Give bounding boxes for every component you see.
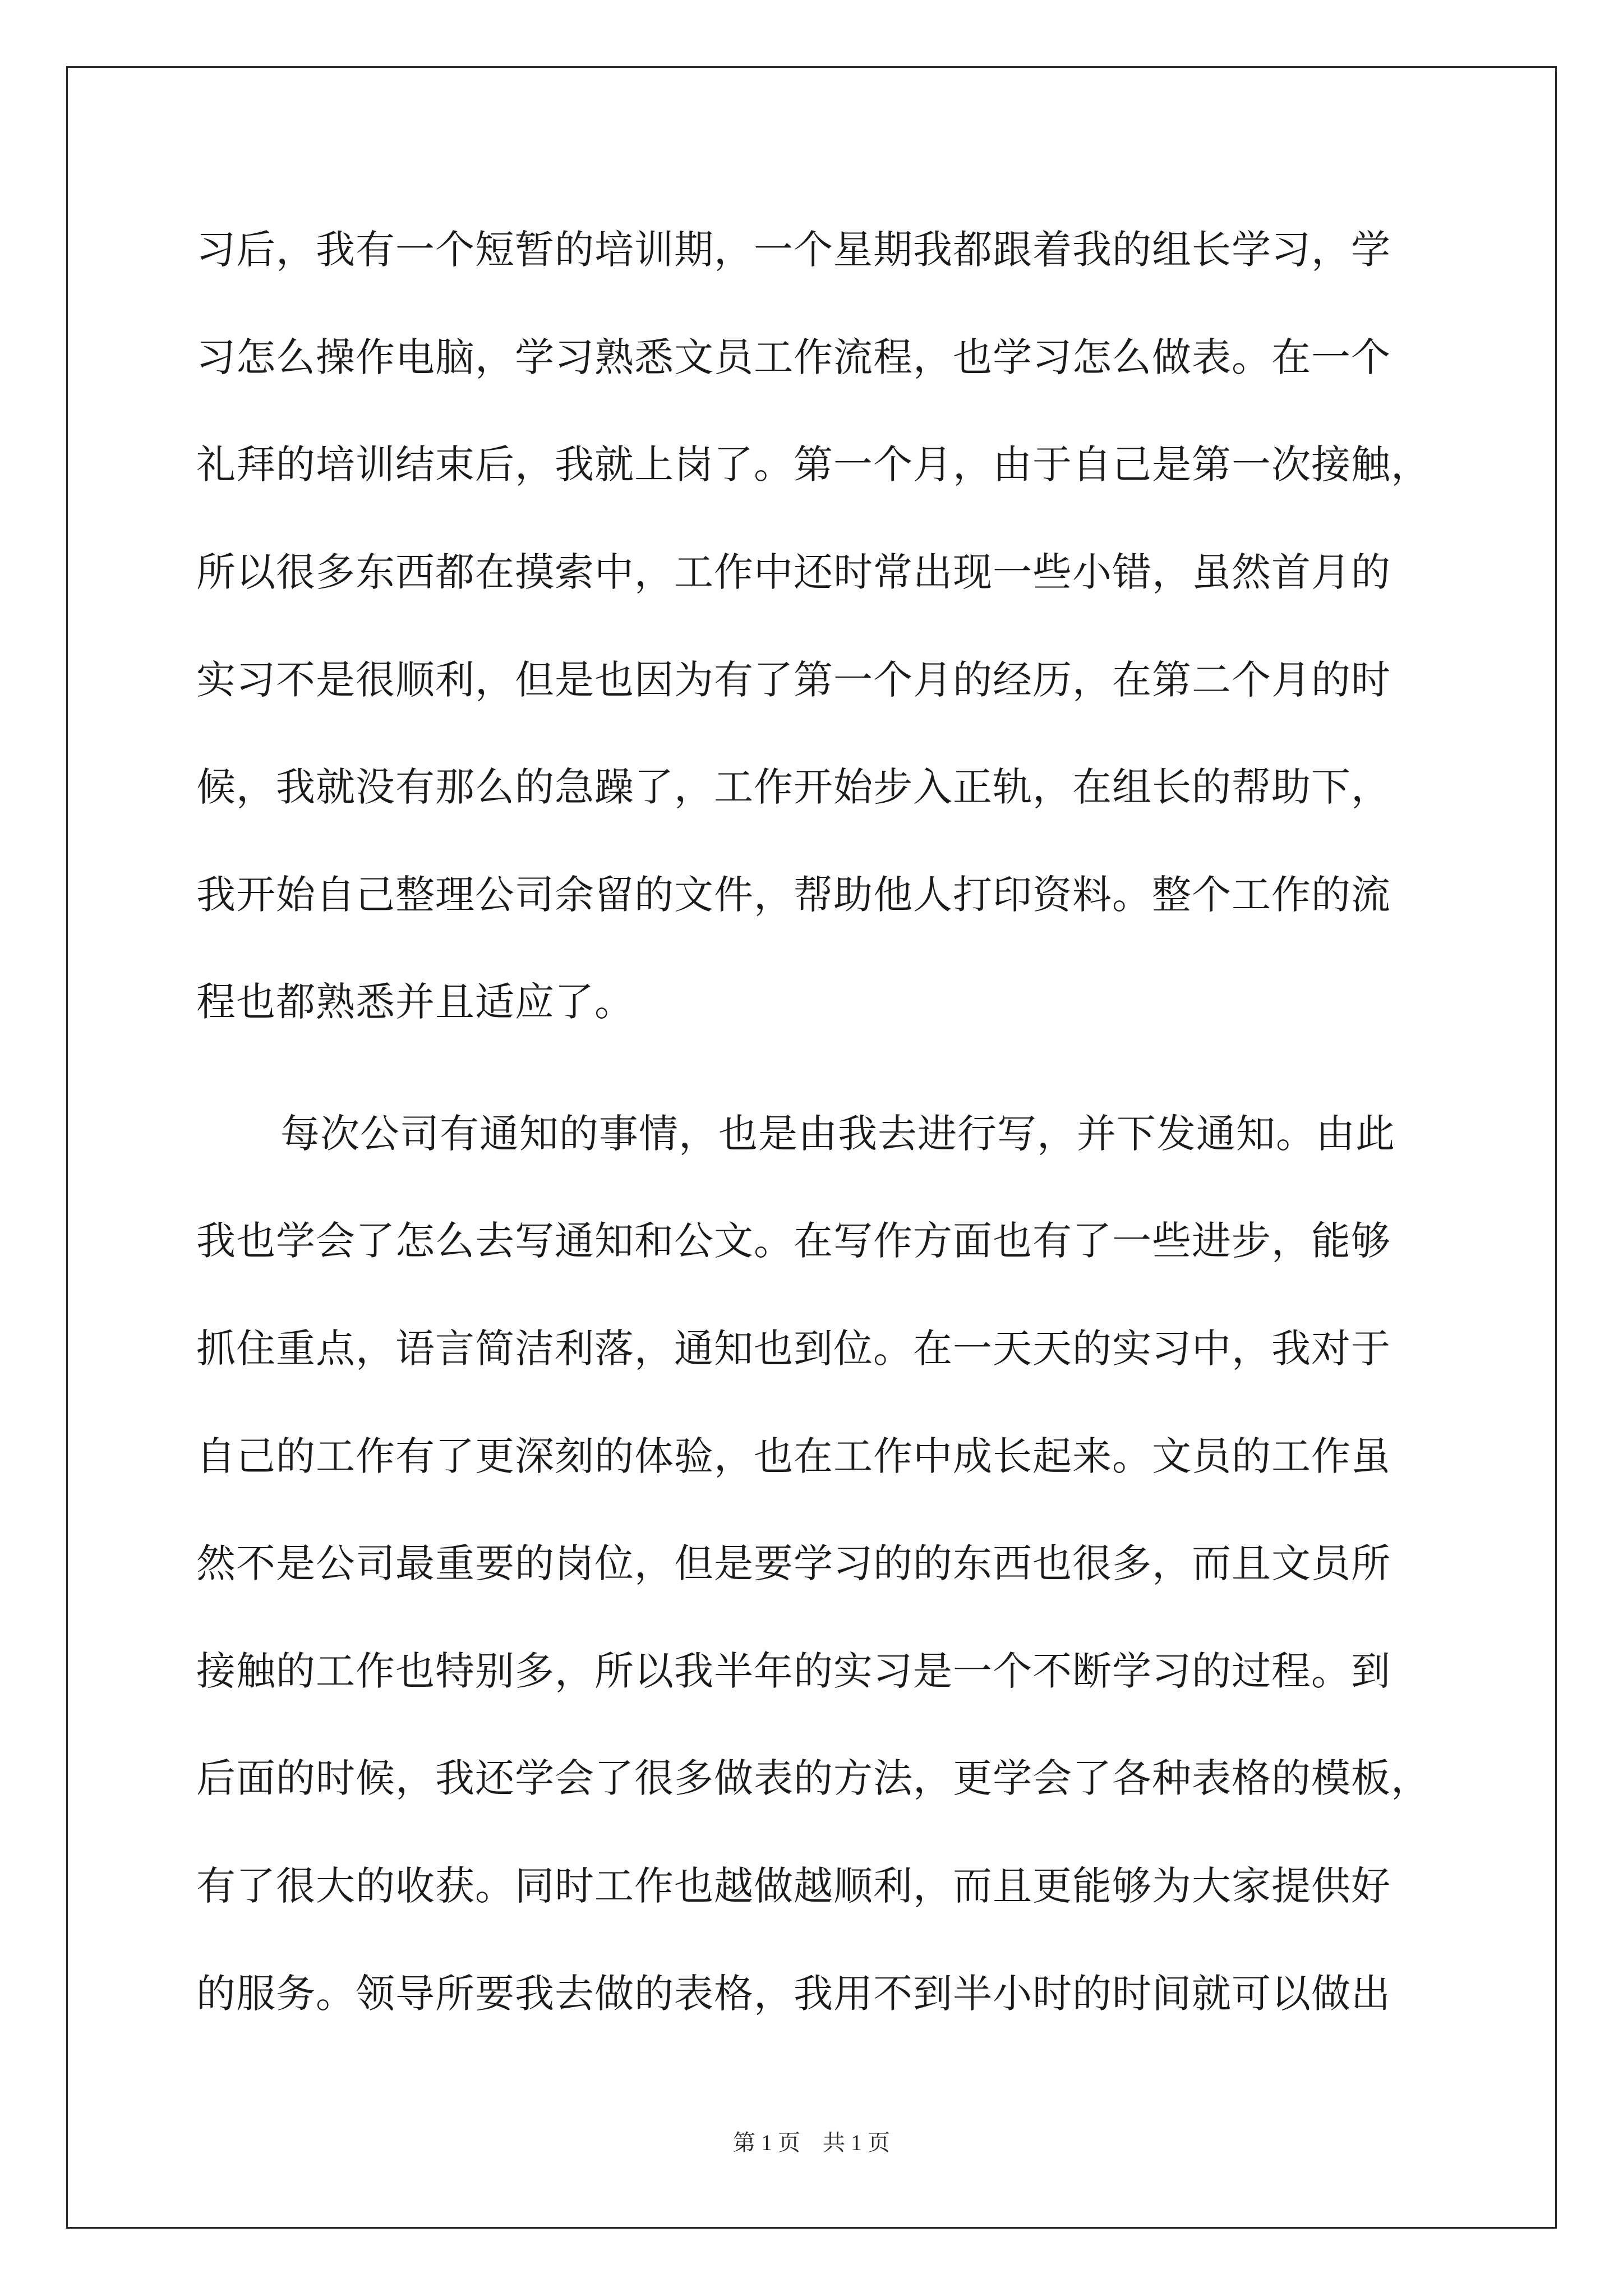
text-line: 有了很大的收获。同时工作也越做越顺利，而且更能够为大家提供好 bbox=[196, 1863, 1391, 1909]
text-line: 习怎么操作电脑，学习熟悉文员工作流程，也学习怎么做表。在一个 bbox=[196, 334, 1391, 380]
text-line: 礼拜的培训结束后，我就上岗了。第一个月，由于自己是第一次接触， bbox=[196, 441, 1431, 487]
text-line: 候，我就没有那么的急躁了，工作开始步入正轨，在组长的帮助下， bbox=[196, 764, 1391, 810]
text-line: 然不是公司最重要的岗位，但是要学习的的东西也很多，而且文员所 bbox=[196, 1540, 1391, 1586]
text-line: 程也都熟悉并且适应了。 bbox=[196, 979, 634, 1025]
text-line: 的服务。领导所要我去做的表格，我用不到半小时的时间就可以做出 bbox=[196, 1971, 1391, 2017]
text-line: 每次公司有通知的事情，也是由我去进行写，并下发通知。由此 bbox=[280, 1111, 1395, 1157]
text-line: 我也学会了怎么去写通知和公文。在写作方面也有了一些进步，能够 bbox=[196, 1218, 1391, 1264]
text-line: 后面的时候，我还学会了很多做表的方法，更学会了各种表格的模板， bbox=[196, 1755, 1431, 1801]
text-line: 接触的工作也特别多，所以我半年的实习是一个不断学习的过程。到 bbox=[196, 1648, 1391, 1694]
page-number-footer: 第 1 页 共 1 页 bbox=[733, 2130, 890, 2155]
text-line: 我开始自己整理公司余留的文件，帮助他人打印资料。整个工作的流 bbox=[196, 872, 1391, 918]
text-line: 所以很多东西都在摸索中，工作中还时常出现一些小错，虽然首月的 bbox=[196, 549, 1391, 595]
text-line: 自己的工作有了更深刻的体验，也在工作中成长起来。文员的工作虽 bbox=[196, 1433, 1391, 1479]
text-line: 实习不是很顺利，但是也因为有了第一个月的经历，在第二个月的时 bbox=[196, 657, 1391, 703]
text-line: 习后，我有一个短暂的培训期，一个星期我都跟着我的组长学习，学 bbox=[196, 227, 1391, 273]
text-line: 抓住重点，语言简洁利落，通知也到位。在一天天的实习中，我对于 bbox=[196, 1326, 1391, 1372]
